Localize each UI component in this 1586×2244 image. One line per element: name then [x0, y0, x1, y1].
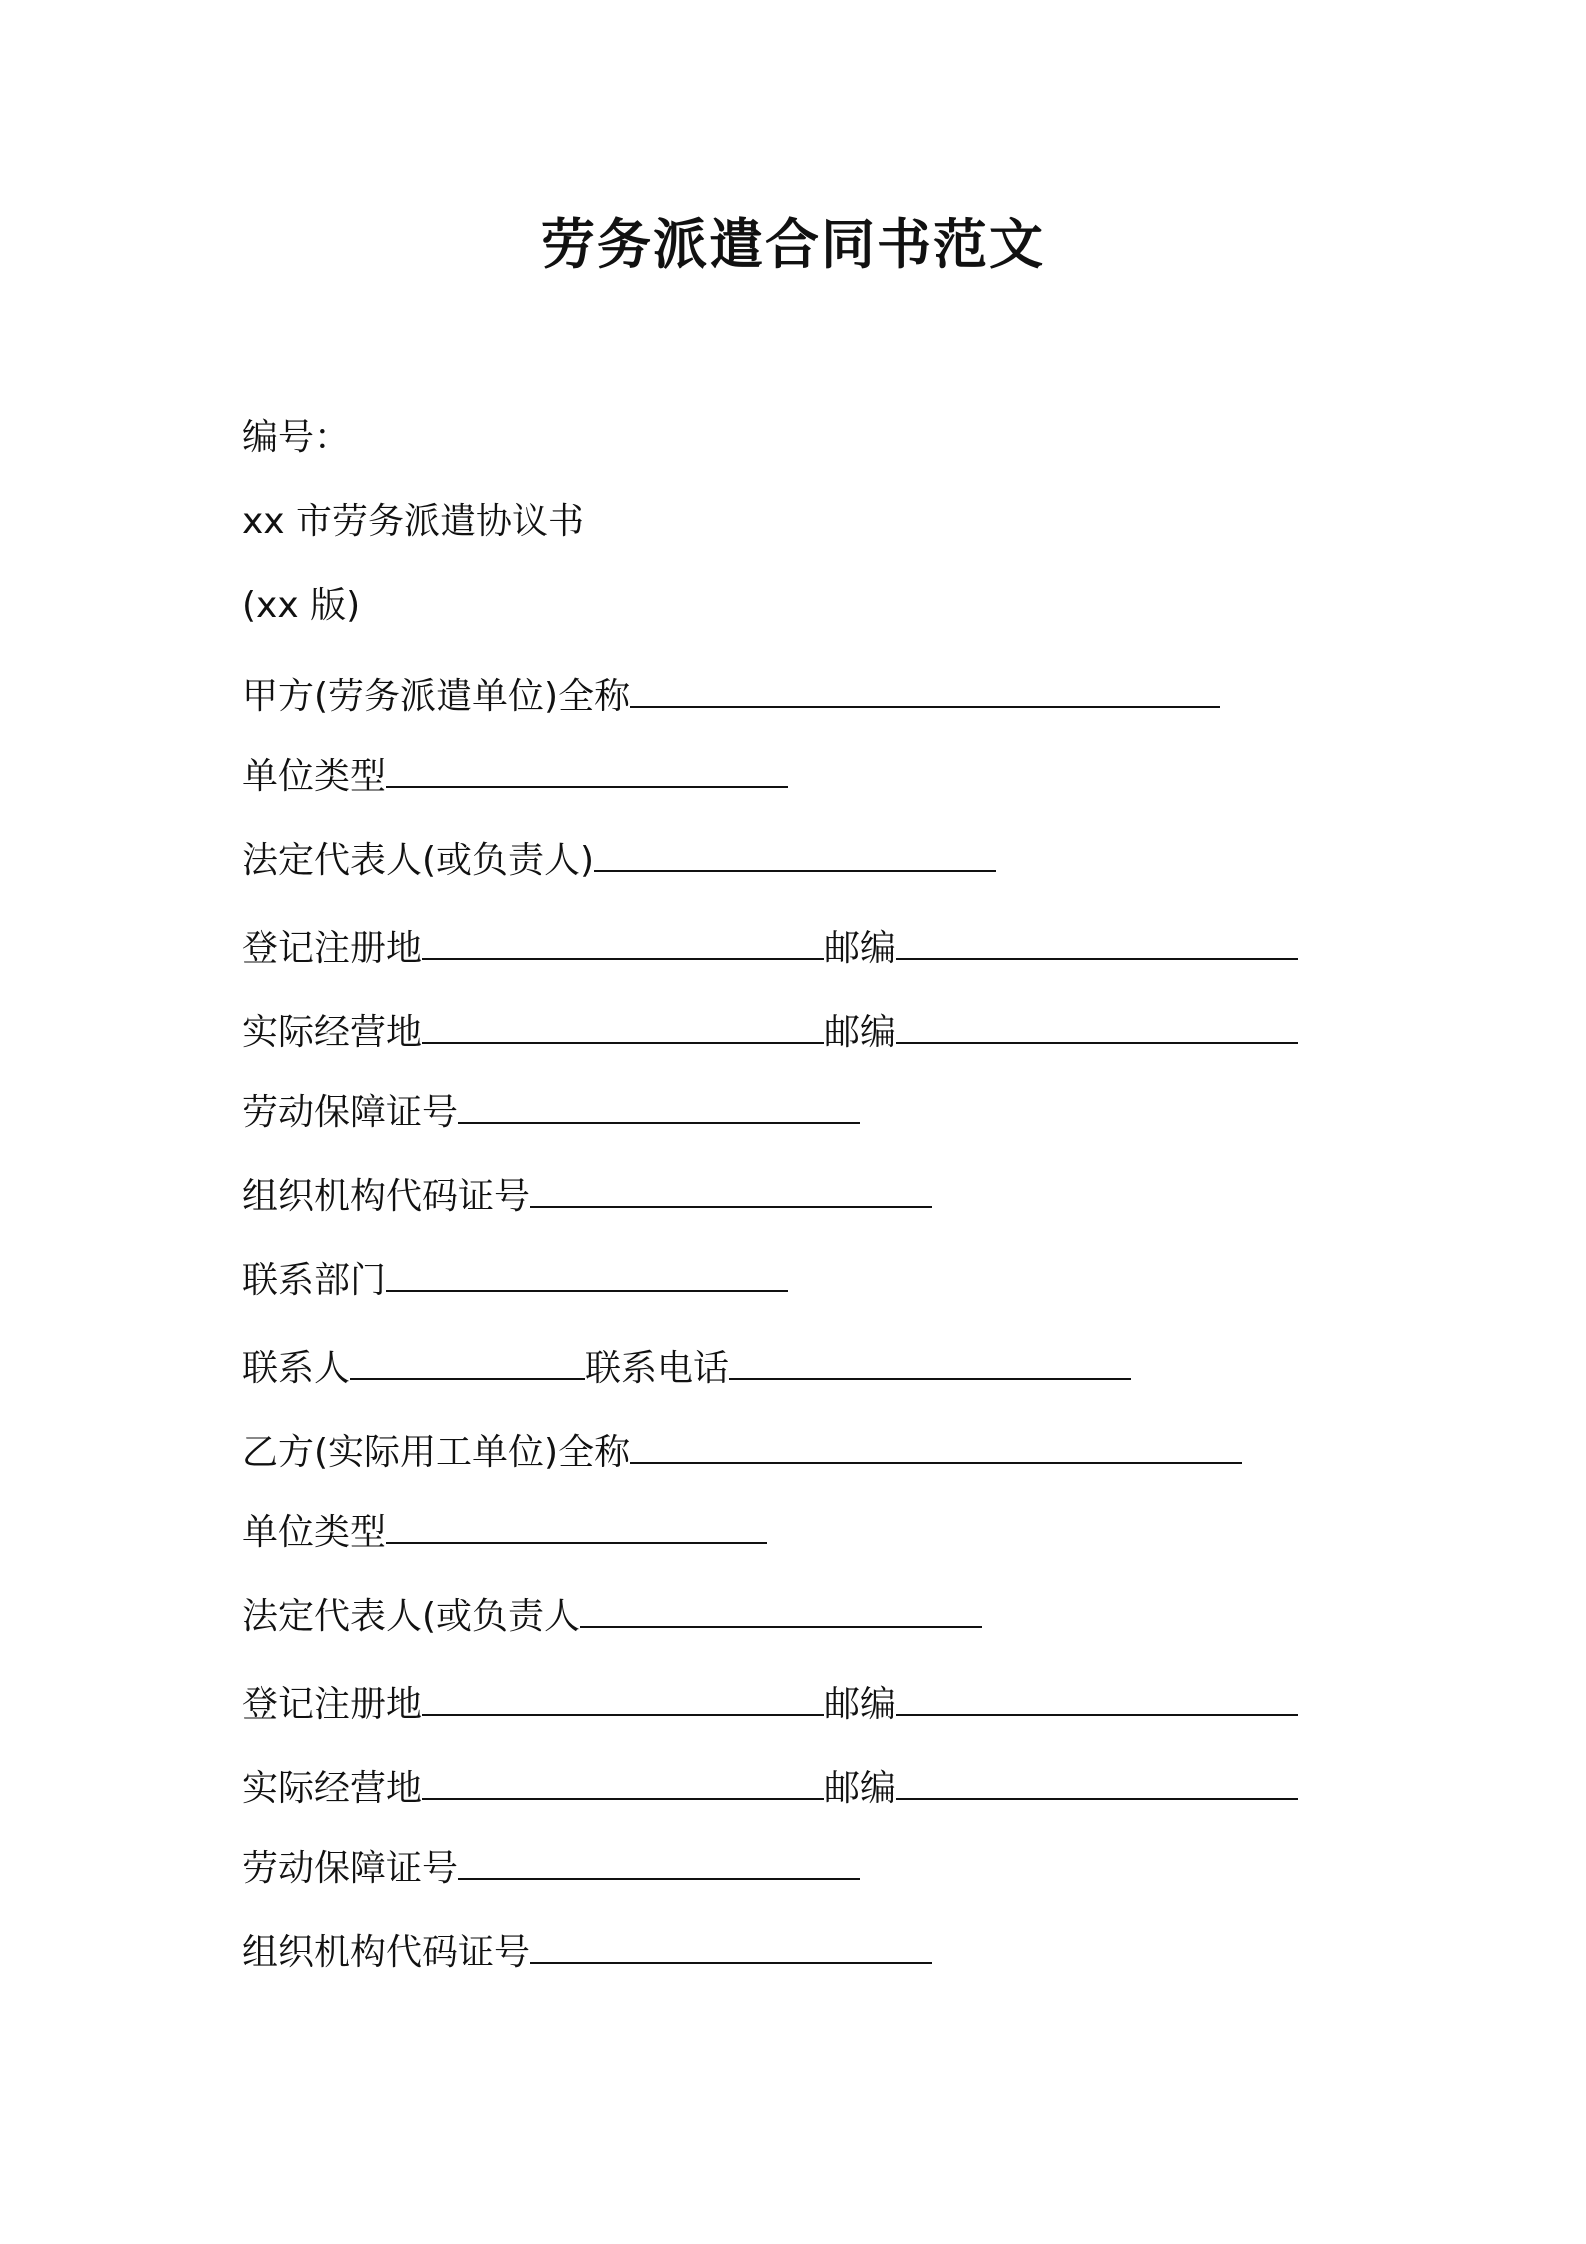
- party-b-legal-rep-label: 法定代表人(或负责人: [242, 1596, 581, 1637]
- party-b-registered-postcode-blank[interactable]: [896, 1676, 1298, 1716]
- party-a-contact-phone-blank[interactable]: [729, 1340, 1131, 1380]
- party-b-full-name-line: [242, 1424, 1242, 1479]
- party-b-org-code-label: 组织机构代码证号: [242, 1932, 531, 1973]
- party-a-contact-phone-label: 联系电话: [585, 1348, 730, 1389]
- party-a-registered-address-label: 登记注册地: [242, 928, 423, 969]
- edition-label: (xx 版): [242, 585, 361, 626]
- party-b-legal-rep-line: [242, 1588, 982, 1643]
- party-a-legal-rep-label: 法定代表人(或负责人): [242, 840, 595, 881]
- party-a-registered-address-line: [242, 920, 1298, 975]
- party-a-legal-rep-blank[interactable]: [594, 832, 996, 872]
- party-a-full-name-label: 甲方(劳务派遣单位)全称: [242, 676, 631, 717]
- document-title: 劳务派遣合同书范文: [541, 213, 1045, 276]
- party-a-business-postcode-blank[interactable]: [896, 1004, 1298, 1044]
- party-b-business-address-blank[interactable]: [422, 1760, 824, 1800]
- party-b-full-name-label: 乙方(实际用工单位)全称: [242, 1432, 631, 1473]
- party-a-unit-type-blank[interactable]: [386, 748, 788, 788]
- party-a-contact-line: [242, 1340, 1131, 1395]
- party-b-registered-address-blank[interactable]: [422, 1676, 824, 1716]
- party-a-contact-person-label: 联系人: [242, 1348, 351, 1389]
- party-a-labor-cert-line: [242, 1084, 860, 1139]
- party-b-business-address-line: [242, 1760, 1298, 1815]
- party-a-contact-dept-blank[interactable]: [386, 1252, 788, 1292]
- party-a-labor-cert-blank[interactable]: [458, 1084, 860, 1124]
- party-b-unit-type-blank[interactable]: [386, 1504, 767, 1544]
- contract-number-label: 编号：: [242, 417, 351, 458]
- party-a-business-address-label: 实际经营地: [242, 1012, 423, 1053]
- agreement-name-line: [242, 496, 584, 548]
- party-a-business-postcode-label: 邮编: [824, 1012, 897, 1053]
- party-b-unit-type-label: 单位类型: [242, 1512, 387, 1553]
- party-a-contact-person-blank[interactable]: [350, 1340, 585, 1380]
- party-a-registered-postcode-blank[interactable]: [896, 920, 1298, 960]
- party-a-full-name-blank[interactable]: [630, 668, 1220, 708]
- party-a-org-code-blank[interactable]: [530, 1168, 932, 1208]
- party-b-labor-cert-line: [242, 1840, 860, 1895]
- party-a-legal-rep-line: [242, 832, 996, 887]
- party-a-contact-dept-line: [242, 1252, 788, 1307]
- party-b-business-postcode-label: 邮编: [824, 1768, 897, 1809]
- party-a-org-code-line: [242, 1168, 932, 1223]
- contract-number-line: [242, 412, 350, 464]
- party-a-org-code-label: 组织机构代码证号: [242, 1176, 531, 1217]
- party-b-legal-rep-blank[interactable]: [580, 1588, 982, 1628]
- party-b-labor-cert-blank[interactable]: [458, 1840, 860, 1880]
- party-b-labor-cert-label: 劳动保障证号: [242, 1848, 459, 1889]
- party-a-contact-dept-label: 联系部门: [242, 1260, 387, 1301]
- party-a-registered-address-blank[interactable]: [422, 920, 824, 960]
- agreement-name: xx 市劳务派遣协议书: [242, 501, 585, 542]
- party-b-full-name-blank[interactable]: [630, 1424, 1242, 1464]
- party-b-business-postcode-blank[interactable]: [896, 1760, 1298, 1800]
- party-b-registered-address-label: 登记注册地: [242, 1684, 423, 1725]
- party-b-registered-postcode-label: 邮编: [824, 1684, 897, 1725]
- party-b-business-address-label: 实际经营地: [242, 1768, 423, 1809]
- party-a-labor-cert-label: 劳动保障证号: [242, 1092, 459, 1133]
- party-b-org-code-line: [242, 1924, 932, 1979]
- party-b-unit-type-line: [242, 1504, 767, 1559]
- party-a-unit-type-label: 单位类型: [242, 756, 387, 797]
- party-b-org-code-blank[interactable]: [530, 1924, 932, 1964]
- party-b-registered-address-line: [242, 1676, 1298, 1731]
- party-a-business-address-line: [242, 1004, 1298, 1059]
- party-a-registered-postcode-label: 邮编: [824, 928, 897, 969]
- party-a-business-address-blank[interactable]: [422, 1004, 824, 1044]
- party-a-full-name-line: [242, 668, 1220, 723]
- party-a-unit-type-line: [242, 748, 788, 803]
- edition-line: [242, 580, 360, 632]
